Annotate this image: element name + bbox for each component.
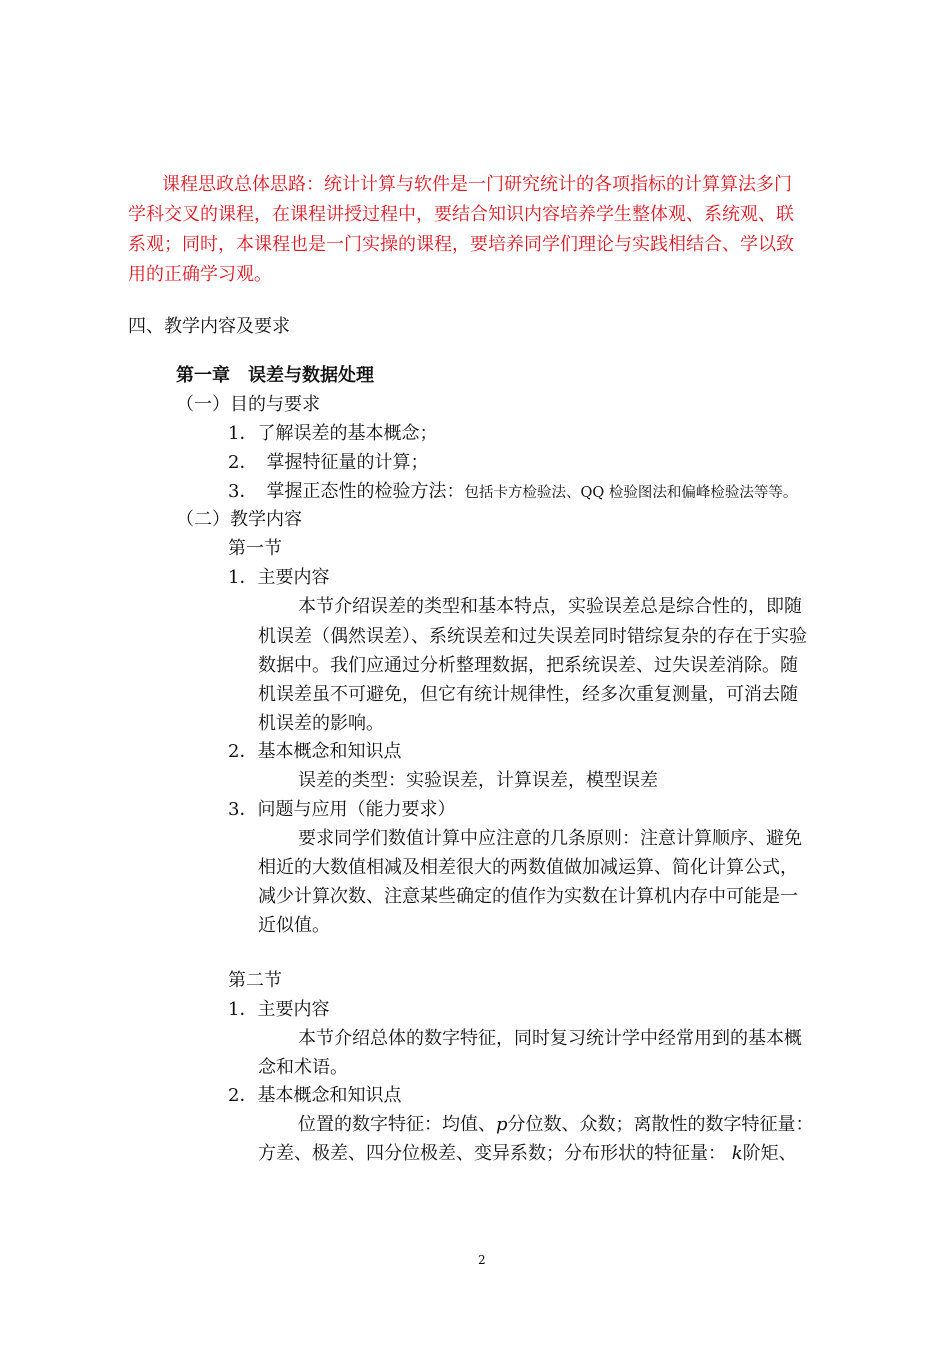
objective-item-3-tail: 包括卡方检验法、QQ 检验图法和偏峰检验法等等。	[464, 485, 798, 501]
chapter-title: 第一章 误差与数据处理	[176, 365, 374, 386]
intro-line-1: 课程思政总体思路：统计计算与软件是一门研究统计的各项指标的计算算法多门	[162, 174, 792, 195]
section2-main-line-2: 念和术语。	[258, 1057, 348, 1078]
objectives-heading: （一）目的与要求	[176, 394, 320, 415]
section1-main-line-5: 机误差的影响。	[258, 713, 384, 734]
section1-apply-heading: 3．问题与应用（能力要求）	[228, 799, 456, 820]
section2-main-line-1: 本节介绍总体的数字特征，同时复习统计学中经常用到的基本概	[298, 1028, 802, 1049]
section2-concept-line-1	[298, 1114, 814, 1136]
section2-main-heading: 1．主要内容	[228, 999, 330, 1020]
concept-line2-part-b: 阶矩、	[742, 1143, 797, 1164]
section2-concept-line-2	[258, 1143, 797, 1165]
objective-item-3	[228, 481, 797, 504]
section1-title: 第一节	[228, 538, 282, 559]
intro-line-4: 用的正确学习观。	[128, 264, 272, 285]
objective-item-1: 1．了解误差的基本概念；	[228, 423, 438, 444]
concept-line2-part-a: 方差、极差、四分位极差、变异系数；分布形状的特征量：	[258, 1143, 726, 1164]
section2-title: 第二节	[228, 970, 282, 991]
page-number: 2	[478, 1253, 486, 1267]
section-heading: 四、教学内容及要求	[128, 316, 290, 337]
section1-concept-line: 误差的类型：实验误差，计算误差，模型误差	[298, 770, 658, 791]
section1-main-line-4: 机误差虽不可避免，但它有统计规律性，经多次重复测量，可消去随	[258, 684, 798, 705]
section1-main-line-1: 本节介绍误差的类型和基本特点，实验误差总是综合性的，即随	[298, 596, 802, 617]
concept-line1-part-b: 分位数、众数；离散性的数字特征量：	[507, 1114, 814, 1135]
section2-concept-heading: 2．基本概念和知识点	[228, 1085, 402, 1106]
section1-apply-line-1: 要求同学们数值计算中应注意的几条原则：注意计算顺序、避免	[298, 828, 802, 849]
section1-apply-line-3: 减少计算次数、注意某些确定的值作为实数在计算机内存中可能是一	[258, 886, 798, 907]
content-heading: （二）教学内容	[176, 509, 302, 530]
section1-apply-line-4: 近似值。	[258, 915, 330, 936]
section1-concept-heading: 2．基本概念和知识点	[228, 741, 402, 762]
intro-line-2: 学科交叉的课程，在课程讲授过程中，要结合知识内容培养学生整体观、系统观、联	[128, 204, 794, 225]
intro-line-3: 系观；同时，本课程也是一门实操的课程，要培养同学们理论与实践相结合、学以致	[128, 234, 794, 255]
concept-line1-part-a: 位置的数字特征：均值、	[298, 1114, 496, 1135]
section1-main-line-3: 数据中。我们应通过分析整理数据，把系统误差、过失误差消除。随	[258, 655, 798, 676]
section1-apply-line-2: 相近的大数值相减及相差很大的两数值做加减运算、简化计算公式，	[258, 857, 798, 878]
section1-main-line-2: 机误差（偶然误差）、系统误差和过失误差同时错综复杂的存在于实验	[258, 626, 807, 647]
objective-item-2: 2． 掌握特征量的计算；	[228, 452, 429, 473]
p-symbol: p	[496, 1114, 508, 1135]
k-symbol: k	[731, 1143, 743, 1164]
objective-item-3-main: 3． 掌握正态性的检验方法：	[228, 481, 465, 502]
section1-main-heading: 1．主要内容	[228, 567, 330, 588]
